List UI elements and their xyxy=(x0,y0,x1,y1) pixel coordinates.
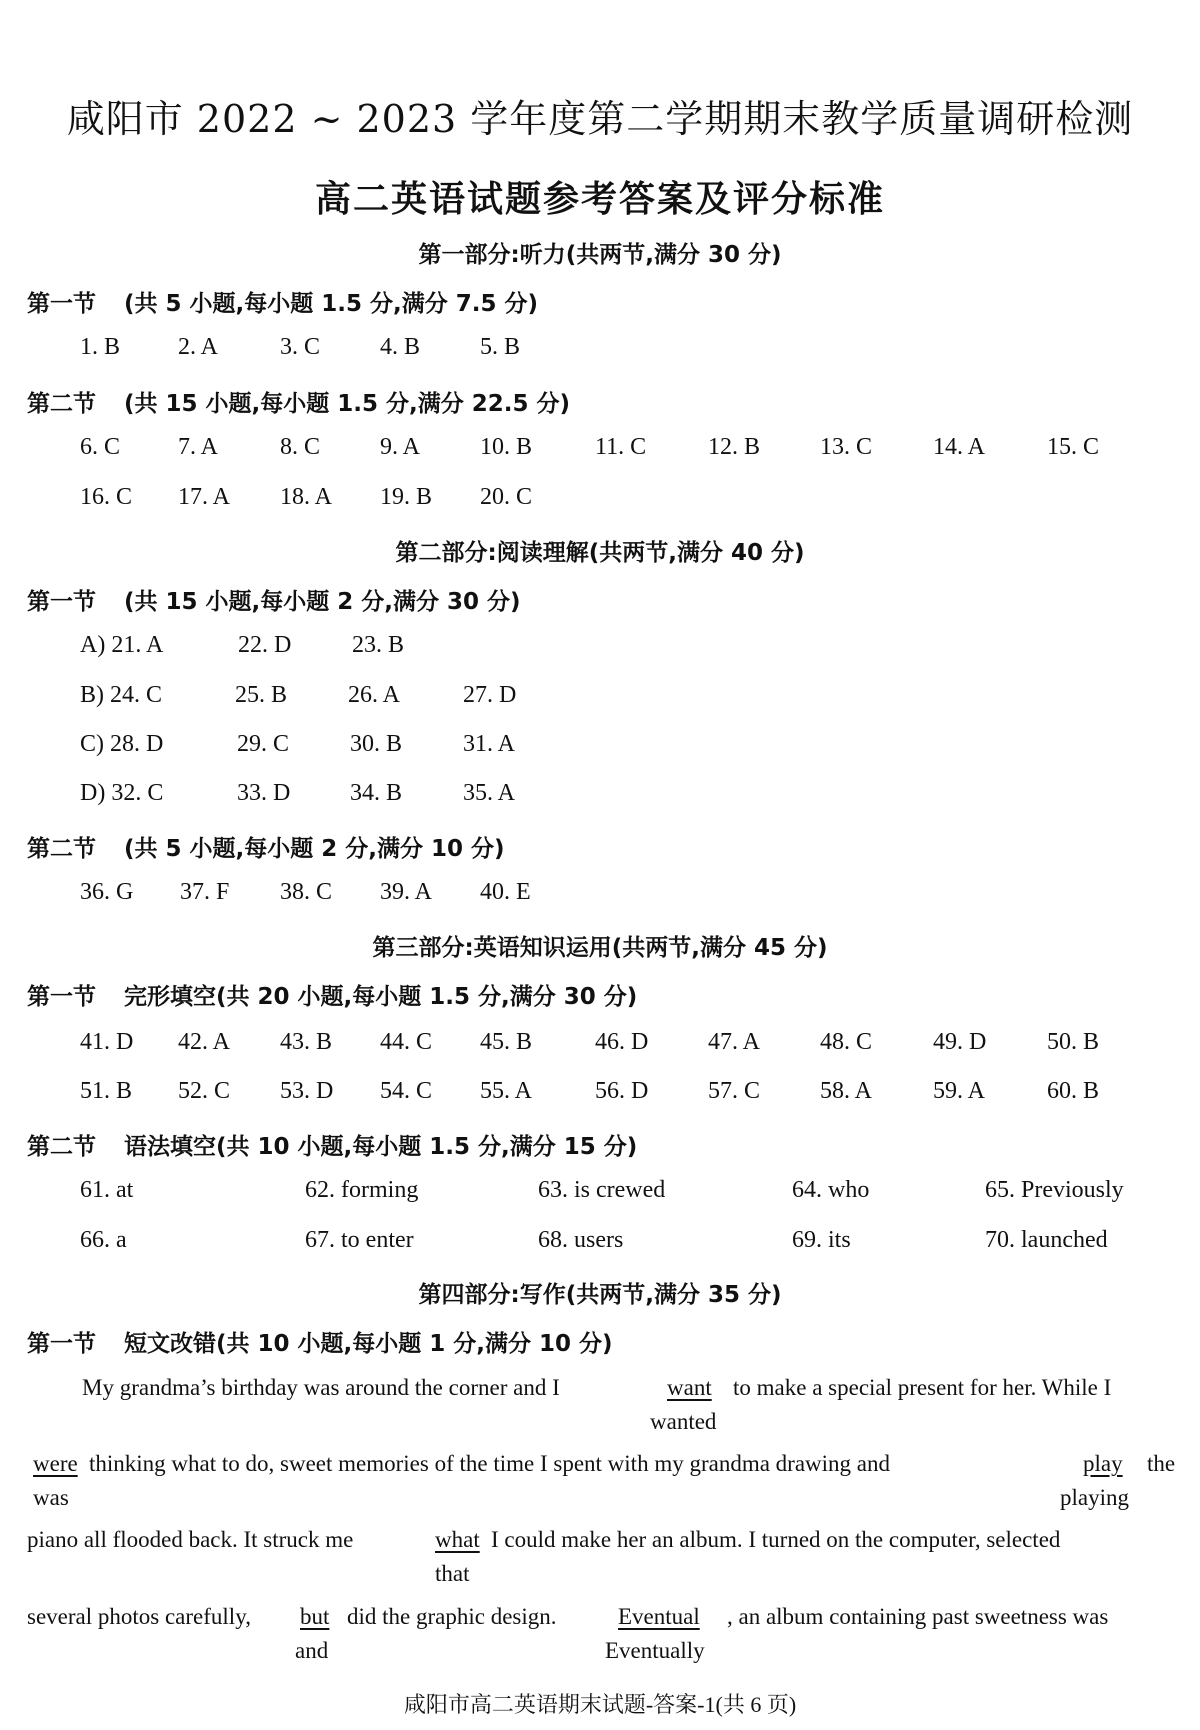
answer-item: 61. at xyxy=(80,1177,134,1203)
correction-word: was xyxy=(33,1485,69,1510)
section-heading xyxy=(27,1325,613,1358)
answer-item: 4. B xyxy=(380,334,421,360)
section-heading xyxy=(27,1128,637,1161)
answer-item: 20. C xyxy=(480,484,533,510)
error-word: but xyxy=(300,1604,330,1629)
error-word: Eventual xyxy=(618,1604,700,1629)
answer-row xyxy=(0,879,1200,909)
answer-item: 6. C xyxy=(80,434,121,460)
answer-row xyxy=(0,434,1200,464)
section-desc: (共 5 小题,每小题 1.5 分,满分 7.5 分) xyxy=(124,291,539,317)
answer-item: 33. D xyxy=(237,780,291,806)
passage-text: , an album containing past sweetness was xyxy=(727,1604,1109,1629)
answer-row xyxy=(0,780,1200,810)
page-footer: 咸阳市高二英语期末试题-答案-1(共 6 页) xyxy=(403,1692,797,1717)
section-desc: (共 5 小题,每小题 2 分,满分 10 分) xyxy=(124,836,505,862)
section-desc: 语法填空(共 10 小题,每小题 1.5 分,满分 15 分) xyxy=(124,1134,638,1160)
answer-row xyxy=(0,1177,1200,1207)
section-label: 第一节 xyxy=(27,984,96,1010)
answer-item: 15. C xyxy=(1047,434,1100,460)
section-label: 第一节 xyxy=(27,1331,96,1357)
answer-item: 48. C xyxy=(820,1029,873,1055)
correction-word: that xyxy=(435,1561,470,1586)
correction-word: and xyxy=(295,1638,329,1663)
answer-item: 12. B xyxy=(708,434,761,460)
answer-row xyxy=(0,632,1200,662)
answer-item: 10. B xyxy=(480,434,533,460)
exam-title: 咸阳市 2022 ~ 2023 学年度第二学期期末教学质量调研检测 xyxy=(66,97,1134,141)
answer-item: 31. A xyxy=(463,731,516,757)
answer-item: 39. A xyxy=(380,879,433,905)
answer-item: 27. D xyxy=(463,682,517,708)
answer-item: 58. A xyxy=(820,1078,873,1104)
passage-text: thinking what to do, sweet memories of the time I spent with my grandma drawing and xyxy=(89,1451,891,1476)
answer-row xyxy=(0,1029,1200,1059)
section-desc: 完形填空(共 20 小题,每小题 1.5 分,满分 30 分) xyxy=(124,984,638,1010)
answer-item: 16. C xyxy=(80,484,133,510)
passage-text: the xyxy=(1147,1451,1176,1476)
error-word: play xyxy=(1083,1451,1123,1476)
page-title: 高二英语试题参考答案及评分标准 xyxy=(314,179,885,220)
answer-item: 3. C xyxy=(280,334,321,360)
answer-item: 43. B xyxy=(280,1029,333,1055)
answer-item: 42. A xyxy=(178,1029,231,1055)
answer-item: 26. A xyxy=(348,682,401,708)
passage-text: piano all flooded back. It struck me xyxy=(27,1527,354,1552)
part-heading-reading: 第二部分:阅读理解(共两节,满分 40 分) xyxy=(395,540,805,566)
error-word: what xyxy=(435,1527,480,1552)
section-heading xyxy=(27,385,570,418)
answer-item: 46. D xyxy=(595,1029,649,1055)
section-heading xyxy=(27,285,538,318)
answer-item: 59. A xyxy=(933,1078,986,1104)
answer-item: 1. B xyxy=(80,334,121,360)
answer-item: 7. A xyxy=(178,434,219,460)
section-desc: (共 15 小题,每小题 2 分,满分 30 分) xyxy=(124,589,521,615)
answer-item: 35. A xyxy=(463,780,516,806)
section-label: 第一节 xyxy=(27,291,96,317)
passage-text: several photos carefully, xyxy=(27,1604,251,1629)
answer-item: 38. C xyxy=(280,879,333,905)
answer-item: 57. C xyxy=(708,1078,761,1104)
answer-item: 18. A xyxy=(280,484,333,510)
error-word: were xyxy=(33,1451,78,1476)
answer-item: 40. E xyxy=(480,879,531,905)
section-desc: 短文改错(共 10 小题,每小题 1 分,满分 10 分) xyxy=(124,1331,613,1357)
passage-text: to make a special present for her. While I xyxy=(733,1375,1112,1400)
answer-row xyxy=(0,484,1200,514)
answer-item: 56. D xyxy=(595,1078,649,1104)
answer-item: 36. G xyxy=(80,879,134,905)
answer-row xyxy=(0,334,1200,364)
answer-item: 49. D xyxy=(933,1029,987,1055)
part-heading-language-use: 第三部分:英语知识运用(共两节,满分 45 分) xyxy=(372,935,828,961)
answer-item: 25. B xyxy=(235,682,288,708)
section-label: 第二节 xyxy=(27,391,96,417)
answer-item: 22. D xyxy=(238,632,292,658)
answer-item: 69. its xyxy=(792,1227,851,1253)
section-desc: (共 15 小题,每小题 1.5 分,满分 22.5 分) xyxy=(124,391,571,417)
answer-item: 34. B xyxy=(350,780,403,806)
answer-item: 60. B xyxy=(1047,1078,1100,1104)
answer-item: 41. D xyxy=(80,1029,134,1055)
section-heading xyxy=(27,830,505,863)
answer-item: 14. A xyxy=(933,434,986,460)
answer-item: 70. launched xyxy=(985,1227,1108,1253)
answer-item: 30. B xyxy=(350,731,403,757)
answer-item: D) 32. C xyxy=(80,780,164,806)
section-label: 第二节 xyxy=(27,1134,96,1160)
answer-item: A) 21. A xyxy=(80,632,164,658)
answer-item: 2. A xyxy=(178,334,219,360)
answer-item: 47. A xyxy=(708,1029,761,1055)
section-label: 第一节 xyxy=(27,589,96,615)
answer-item: 62. forming xyxy=(305,1177,419,1203)
answer-item: 53. D xyxy=(280,1078,334,1104)
answer-item: 8. C xyxy=(280,434,321,460)
answer-item: 23. B xyxy=(352,632,405,658)
answer-row xyxy=(0,731,1200,761)
answer-item: 55. A xyxy=(480,1078,533,1104)
answer-item: 17. A xyxy=(178,484,231,510)
answer-row xyxy=(0,1078,1200,1108)
answer-item: 54. C xyxy=(380,1078,433,1104)
passage-text: My grandma’s birthday was around the corner and I xyxy=(82,1375,560,1400)
answer-item: 11. C xyxy=(595,434,647,460)
answer-item: 29. C xyxy=(237,731,290,757)
section-heading xyxy=(27,978,637,1011)
section-heading xyxy=(27,583,521,616)
answer-item: C) 28. D xyxy=(80,731,164,757)
passage-text: I could make her an album. I turned on the computer, selected xyxy=(491,1527,1061,1552)
answer-row xyxy=(0,1227,1200,1257)
answer-item: 44. C xyxy=(380,1029,433,1055)
answer-item: 65. Previously xyxy=(985,1177,1124,1203)
answer-item: 5. B xyxy=(480,334,521,360)
answer-item: 13. C xyxy=(820,434,873,460)
answer-item: 9. A xyxy=(380,434,421,460)
answer-item: 45. B xyxy=(480,1029,533,1055)
answer-item: 50. B xyxy=(1047,1029,1100,1055)
answer-item: 19. B xyxy=(380,484,433,510)
answer-item: 63. is crewed xyxy=(538,1177,666,1203)
answer-item: B) 24. C xyxy=(80,682,163,708)
error-word: want xyxy=(667,1375,712,1400)
answer-item: 52. C xyxy=(178,1078,231,1104)
answer-item: 51. B xyxy=(80,1078,133,1104)
passage-text: did the graphic design. xyxy=(347,1604,557,1629)
answer-item: 37. F xyxy=(180,879,230,905)
correction-word: wanted xyxy=(650,1409,717,1434)
part-heading-listening: 第一部分:听力(共两节,满分 30 分) xyxy=(418,242,782,268)
answer-row xyxy=(0,682,1200,712)
answer-item: 67. to enter xyxy=(305,1227,414,1253)
part-heading-writing: 第四部分:写作(共两节,满分 35 分) xyxy=(418,1282,782,1308)
correction-word: Eventually xyxy=(605,1638,705,1663)
answer-item: 68. users xyxy=(538,1227,624,1253)
answer-item: 64. who xyxy=(792,1177,870,1203)
section-label: 第二节 xyxy=(27,836,96,862)
correction-word: playing xyxy=(1060,1485,1129,1510)
answer-item: 66. a xyxy=(80,1227,127,1253)
